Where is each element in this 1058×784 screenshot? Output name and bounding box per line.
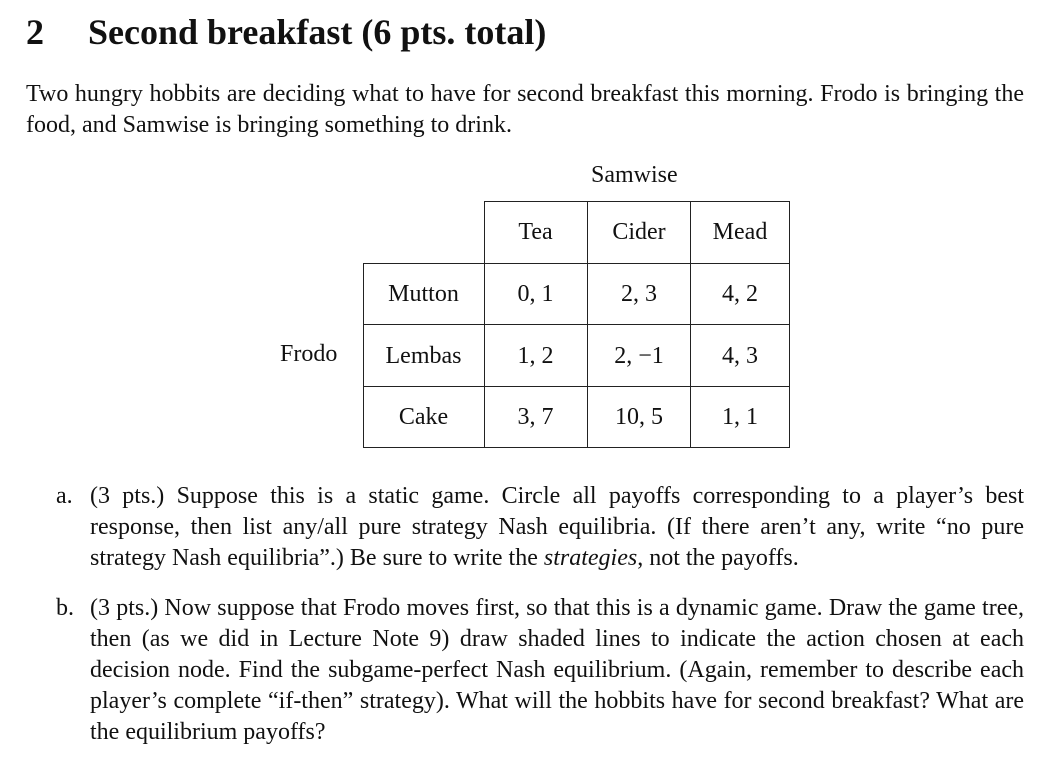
grid-line <box>789 201 790 448</box>
column-header-tea: Tea <box>518 218 553 245</box>
payoff-cell: 3, 7 <box>517 404 554 430</box>
payoff-cell: 10, 5 <box>615 404 663 430</box>
grid-line <box>587 201 588 448</box>
question-text-part: , not the payoffs. <box>637 545 799 571</box>
question-text: (3 pts.) Now suppose that Frodo moves first, so that this is a dynamic game. Draw the game tree, then (as we did in Lecture Note 9) draw shaded lines to indicate the action chosen at each decision node. Find the subgame-perfect Nash equilibrium. (Again, remember to describe each player’s complete “if-then” strategy). What will the hobbits have for second breakfast? What are the equilibrium payoffs? <box>90 595 1024 745</box>
intro-paragraph: Two hungry hobbits are deciding what to have for second breakfast this morning. Frodo is bringing the food, and Samwise is bringing something to drink. <box>26 81 1024 138</box>
question-text <box>90 481 1024 574</box>
question-text-part: (3 pts.) Suppose this is a static game. Circle all payoffs corresponding to a player’s best response, then list any/all pure strategy Nash equilibria. (If there aren’t any, write “no pure strategy Nash equilibria”.) Be sure to write the <box>90 483 1024 571</box>
section-heading <box>26 10 546 54</box>
grid-line <box>363 263 364 448</box>
row-header-mutton: Mutton <box>388 280 459 307</box>
grid-line <box>484 201 790 202</box>
section-number: 2 <box>26 12 44 52</box>
row-header-cake: Cake <box>398 404 449 430</box>
payoff-cell: 0, 1 <box>517 280 554 307</box>
grid-line <box>484 201 485 448</box>
column-header-mead: Mead <box>712 218 768 245</box>
row-header-lembas: Lembas <box>385 342 462 369</box>
column-player-label: Samwise <box>591 162 678 188</box>
row-player-label: Frodo <box>280 341 338 367</box>
grid-line <box>363 447 790 448</box>
grid-line <box>363 324 790 325</box>
payoff-cell: 1, 1 <box>722 404 758 430</box>
grid-line <box>690 201 691 448</box>
grid-line <box>363 386 790 387</box>
payoff-cell: 4, 2 <box>722 280 758 307</box>
question-b <box>56 593 1024 748</box>
column-header-cider: Cider <box>612 218 666 245</box>
question-marker: b. <box>56 595 74 621</box>
payoff-cell: 4, 3 <box>722 342 758 369</box>
section-title: Second breakfast (6 pts. total) <box>88 12 547 52</box>
payoff-cell: 2, 3 <box>621 280 657 307</box>
payoff-cell: 2, −1 <box>614 342 664 369</box>
question-list <box>56 481 1024 748</box>
question-a <box>56 481 1024 574</box>
question-emphasis: strategies <box>543 545 638 571</box>
payoff-cell: 1, 2 <box>517 342 554 369</box>
grid-line <box>363 263 790 264</box>
question-marker: a. <box>56 483 73 509</box>
